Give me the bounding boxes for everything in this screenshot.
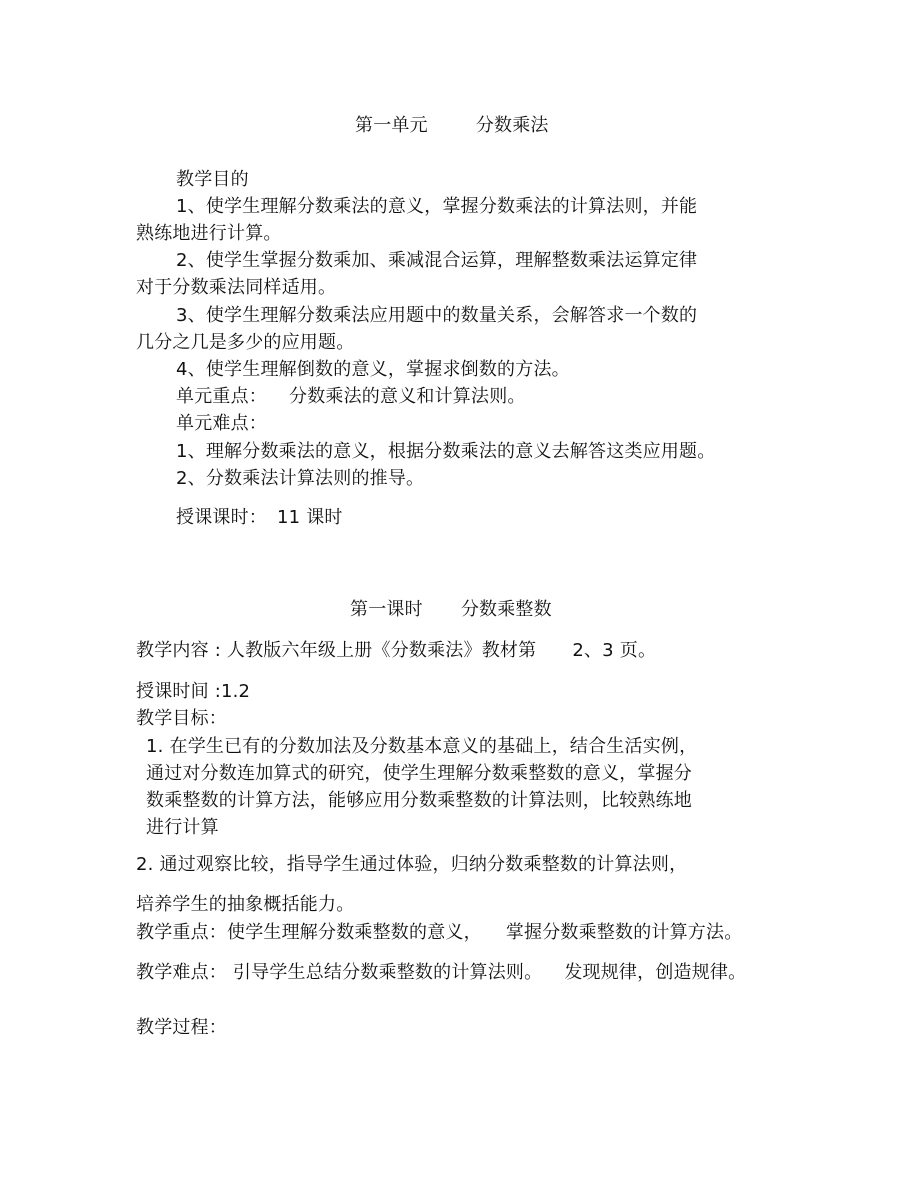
lesson-goal-2-line-2: 培养学生的抽象概括能力。: [136, 894, 355, 915]
objective-3-line-1: 3、使学生理解分数乘法应用题中的数量关系，会解答求一个数的: [176, 305, 698, 326]
lesson-difficulty: [136, 961, 746, 985]
lesson-goal-1-line-4: 进行计算: [146, 817, 219, 838]
objective-2-line-1: 2、使学生掌握分数乘加、乘减混合运算，理解整数乘法运算定律: [176, 250, 698, 271]
lesson-goal-1-line-3: 数乘整数的计算方法，能够应用分数乘整数的计算法则，比较熟练地: [146, 790, 692, 811]
unit-key-point: [176, 385, 526, 409]
lesson-difficulty-label: 教学难点： 引导学生总结分数乘整数的计算法则。: [136, 962, 543, 983]
unit-difficulty-2: 2、分数乘法计算法则的推导。: [176, 468, 425, 489]
unit-key-point-label: 单元重点：: [176, 386, 267, 407]
objective-3-line-2: 几分之几是多少的应用题。: [136, 332, 355, 353]
objective-2-line-2: 对于分数乘法同样适用。: [136, 277, 337, 298]
lesson-process-heading: 教学过程：: [136, 1017, 227, 1038]
objectives-heading: 教学目的: [176, 169, 249, 190]
lesson-difficulty-text: 发现规律，创造规律。: [564, 962, 747, 983]
lesson-key-point-label: 教学重点：使学生理解分数乘整数的意义，: [136, 922, 482, 943]
unit-hours-value: 11 课时: [277, 507, 343, 528]
lesson-goals-heading: 教学目标：: [136, 708, 227, 729]
lesson-goal-1-line-2: 通过对分数连加算式的研究，使学生理解分数乘整数的意义，掌握分: [146, 763, 692, 784]
lesson-time: 授课时间 :1.2: [136, 681, 251, 702]
lesson-goal-2-line-1: 2. 通过观察比较，指导学生通过体验，归纳分数乘整数的计算法则，: [136, 854, 688, 875]
lesson-key-point: [136, 921, 742, 945]
objective-1-line-2: 熟练地进行计算。: [136, 223, 282, 244]
lesson-goal-1-line-1: 1. 在学生已有的分数加法及分数基本意义的基础上，结合生活实例，: [146, 736, 698, 757]
unit-hours: [176, 506, 343, 530]
lesson-content-label: 教学内容 : 人教版六年级上册《分数乘法》教材第: [136, 640, 537, 661]
unit-difficulty-1: 1、理解分数乘法的意义，根据分数乘法的意义去解答这类应用题。: [176, 441, 716, 462]
lesson-key-point-text: 掌握分数乘整数的计算方法。: [505, 922, 743, 943]
lesson-title: [350, 598, 552, 622]
lesson-title-number: 第一课时: [350, 599, 423, 620]
unit-title: [355, 114, 549, 138]
objective-1-line-1: 1、使学生理解分数乘法的意义，掌握分数乘法的计算法则，并能: [176, 196, 698, 217]
lesson-content-pages: 2、3 页。: [572, 640, 657, 661]
unit-key-point-text: 分数乘法的意义和计算法则。: [289, 386, 526, 407]
unit-difficulty-heading: 单元难点：: [176, 413, 267, 434]
lesson-title-topic: 分数乘整数: [460, 599, 552, 620]
unit-title-topic: 分数乘法: [475, 115, 549, 136]
lesson-content: [136, 639, 656, 663]
unit-hours-label: 授课课时：: [176, 507, 267, 528]
objective-4: 4、使学生理解倒数的意义，掌握求倒数的方法。: [176, 359, 570, 380]
unit-title-number: 第一单元: [355, 115, 428, 136]
